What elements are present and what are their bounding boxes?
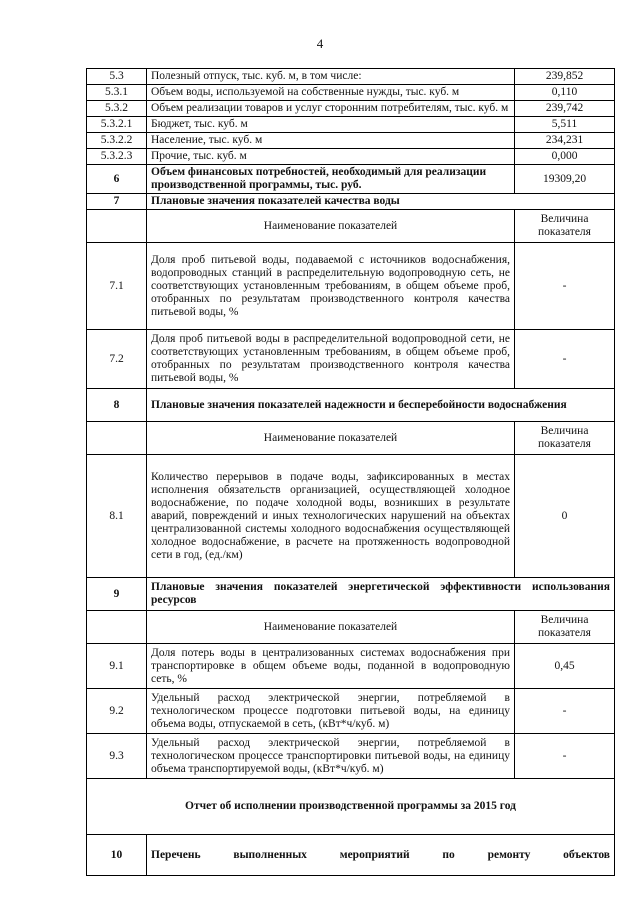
row-number: 9.3 — [87, 734, 147, 779]
page-number: 4 — [316, 36, 324, 51]
column-header-name: Наименование показателей — [147, 611, 515, 644]
table-row — [87, 69, 615, 85]
section-title: Плановые значения показателей качества воды — [147, 194, 615, 210]
section-title: Перечень выполненных мероприятий по ремонту объектов — [147, 835, 615, 876]
section-number: 7 — [87, 194, 147, 210]
row-text: Доля проб питьевой воды, подаваемой с источников водоснабжения, водопроводных станций в распределительную водопроводную сеть, не соответствующих установленным требованиям, в общем объеме проб, отобранных по результатам производственного контроля качества питьевой воды, % — [147, 243, 515, 330]
row-value: - — [515, 734, 615, 779]
row-text: Объем реализации товаров и услуг сторонним потребителям, тыс. куб. м — [147, 101, 515, 117]
row-value: - — [515, 243, 615, 330]
row-text: Доля проб питьевой воды в распределительной водопроводной сети, не соответствующих установленным требованиям, в общем объеме проб, отобранных по результатам производственного контроля качества питьевой воды, % — [147, 330, 515, 389]
column-header-row — [87, 210, 615, 243]
report-title-row — [87, 779, 615, 835]
section-number: 10 — [87, 835, 147, 876]
empty-cell — [87, 422, 147, 455]
row-text: Количество перерывов в подаче воды, зафиксированных в местах исполнения обязательств организацией, осуществляющей холодное водоснабжение, по подаче холодной воды, возникших в результате аварий, повреждений и иных технологических нарушений на объектах централизованной системы холодного водоснабжения осуществляющей холодное водоснабжение, в расчете на протяженность водопроводной сети в год, (ед./км) — [147, 455, 515, 578]
row-text: Полезный отпуск, тыс. куб. м, в том числе: — [147, 69, 515, 85]
column-header-row — [87, 611, 615, 644]
row-value: 234,231 — [515, 133, 615, 149]
section-header-row — [87, 194, 615, 210]
row-number: 5.3.2.3 — [87, 149, 147, 165]
column-header-name: Наименование показателей — [147, 210, 515, 243]
row-text: Доля потерь воды в централизованных системах водоснабжения при транспортировке в общем объеме воды, поданной в водопроводную сеть, % — [147, 644, 515, 689]
row-text: Объем воды, используемой на собственные нужды, тыс. куб. м — [147, 85, 515, 101]
table-row — [87, 455, 615, 578]
row-number: 5.3 — [87, 69, 147, 85]
table-row — [87, 243, 615, 330]
row-number: 5.3.2.2 — [87, 133, 147, 149]
table-row — [87, 117, 615, 133]
section-header-row — [87, 389, 615, 422]
row-text: Прочие, тыс. куб. м — [147, 149, 515, 165]
row-value: 239,852 — [515, 69, 615, 85]
section-header-row — [87, 578, 615, 611]
table-row — [87, 101, 615, 117]
row-number: 5.3.2.1 — [87, 117, 147, 133]
row-text: Удельный расход электрической энергии, потребляемой в технологическом процессе подготовки питьевой воды, на единицу объема воды, отпускаемой в сеть, (кВт*ч/куб. м) — [147, 689, 515, 734]
empty-cell — [87, 210, 147, 243]
row-number: 5.3.1 — [87, 85, 147, 101]
row-number: 7.1 — [87, 243, 147, 330]
table-row — [87, 734, 615, 779]
column-header-value: Величина показателя — [515, 611, 615, 644]
empty-cell — [87, 611, 147, 644]
row-value: 0 — [515, 455, 615, 578]
column-header-value: Величина показателя — [515, 422, 615, 455]
row-text: Бюджет, тыс. куб. м — [147, 117, 515, 133]
section-title: Плановые значения показателей надежности и бесперебойности водоснабжения — [147, 389, 615, 422]
report-title: Отчет об исполнении производственной программы за 2015 год — [87, 779, 615, 835]
table-row — [87, 85, 615, 101]
row-text: Удельный расход электрической энергии, потребляемой в технологическом процессе транспортировки питьевой воды, на единицу объема транспортируемой воды, (кВт*ч/куб. м) — [147, 734, 515, 779]
table-row — [87, 644, 615, 689]
row-value: 239,742 — [515, 101, 615, 117]
row-number: 9.2 — [87, 689, 147, 734]
section-header-row — [87, 835, 615, 876]
program-table — [86, 68, 615, 876]
section-number: 9 — [87, 578, 147, 611]
table-row — [87, 149, 615, 165]
row-value: - — [515, 689, 615, 734]
row-value: 0,110 — [515, 85, 615, 101]
column-header-value: Величина показателя — [515, 210, 615, 243]
table-row — [87, 330, 615, 389]
row-number: 9.1 — [87, 644, 147, 689]
row-value: 5,511 — [515, 117, 615, 133]
row-number: 6 — [87, 165, 147, 194]
row-text: Население, тыс. куб. м — [147, 133, 515, 149]
row-value: 19309,20 — [515, 165, 615, 194]
column-header-name: Наименование показателей — [147, 422, 515, 455]
table-row — [87, 133, 615, 149]
section-title: Плановые значения показателей энергетической эффективности использования ресурсов — [147, 578, 615, 611]
section-number: 8 — [87, 389, 147, 422]
row-text: Объем финансовых потребностей, необходимый для реализации производственной программы, тыс. руб. — [147, 165, 515, 194]
row-value: 0,45 — [515, 644, 615, 689]
table-row — [87, 165, 615, 194]
row-value: - — [515, 330, 615, 389]
row-value: 0,000 — [515, 149, 615, 165]
row-number: 5.3.2 — [87, 101, 147, 117]
row-number: 7.2 — [87, 330, 147, 389]
table-row — [87, 689, 615, 734]
row-number: 8.1 — [87, 455, 147, 578]
column-header-row — [87, 422, 615, 455]
